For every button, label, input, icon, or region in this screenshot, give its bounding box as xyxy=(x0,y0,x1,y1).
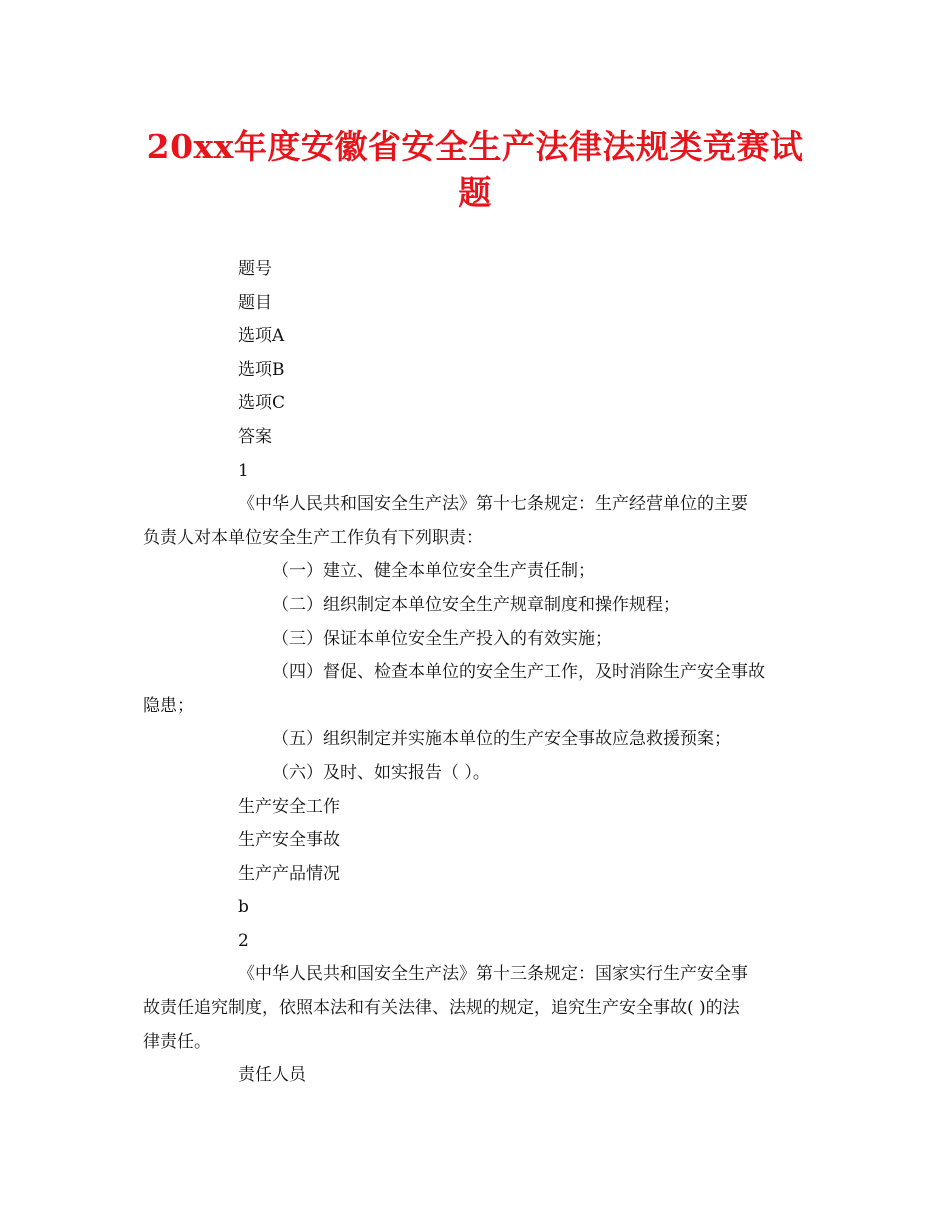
text-line: b xyxy=(238,897,249,918)
text-line: 责任人员 xyxy=(238,1065,306,1086)
text-line: 生产安全事故 xyxy=(238,830,340,851)
text-line: （二）组织制定本单位安全生产规章制度和操作规程； xyxy=(272,594,680,615)
text-line: 生产产品情况 xyxy=(238,863,340,884)
text-line: 故责任追究制度，依照本法和有关法律、法规的规定，追究生产安全事故( )的法 xyxy=(143,998,740,1019)
text-line: （六）及时、如实报告（ ）。 xyxy=(272,762,490,783)
text-line: （一）建立、健全本单位安全生产责任制； xyxy=(272,561,595,582)
text-line: （五）组织制定并实施本单位的生产安全事故应急救援预案； xyxy=(272,729,731,750)
title-line-2: 题 xyxy=(458,173,492,212)
document-title xyxy=(120,124,830,216)
text-line: 隐患； xyxy=(143,695,194,716)
title-line-1: 20xx年度安徽省安全生产法律法规类竞赛试 xyxy=(146,127,804,166)
text-line: 题目 xyxy=(238,292,272,313)
text-line: 选项B xyxy=(238,359,285,380)
document-body xyxy=(0,253,950,1093)
text-line: 2 xyxy=(238,930,249,951)
text-line: 负责人对本单位安全生产工作负有下列职责： xyxy=(143,527,483,548)
text-line: 《中华人民共和国安全生产法》第十七条规定：生产经营单位的主要 xyxy=(238,494,748,515)
text-line: 答案 xyxy=(238,426,272,447)
text-line: 题号 xyxy=(238,259,272,279)
text-line: （三）保证本单位安全生产投入的有效实施； xyxy=(272,628,612,649)
text-line: 选项C xyxy=(238,393,286,414)
text-line: 1 xyxy=(238,460,249,481)
text-line: 生产安全工作 xyxy=(238,796,340,817)
text-line: 选项A xyxy=(238,326,285,347)
text-line: （四）督促、检查本单位的安全生产工作，及时消除生产安全事故 xyxy=(272,662,765,683)
text-line: 《中华人民共和国安全生产法》第十三条规定：国家实行生产安全事 xyxy=(238,964,748,985)
text-line: 律责任。 xyxy=(143,1031,211,1052)
